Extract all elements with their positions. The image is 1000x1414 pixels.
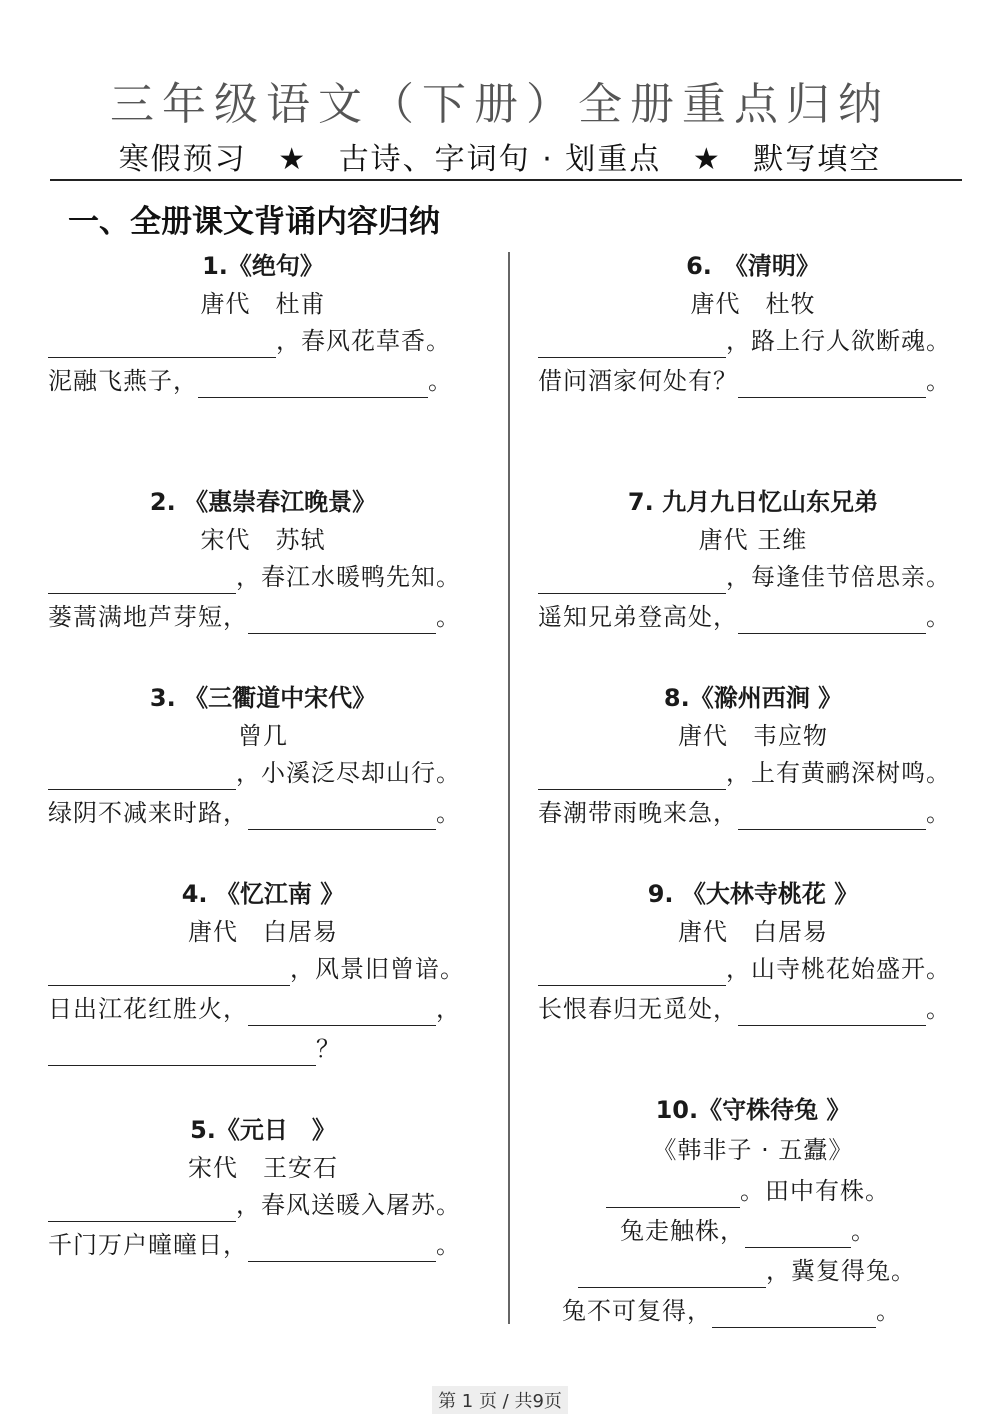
fill-blank[interactable] [538,329,726,358]
fill-blank[interactable] [248,801,436,830]
poem-text: ，小溪泛尽却山行。 [236,759,461,787]
fill-blank[interactable] [48,761,236,790]
poem-title: 6. 《清明》 [686,252,820,280]
fill-blank[interactable] [48,329,276,358]
story-title: 10.《守株待兔 》 [655,1096,851,1124]
poem-line [538,600,951,634]
poem-line [48,1228,461,1262]
page-footer [0,1386,1000,1414]
fill-blank[interactable] [48,1037,316,1066]
poem-text: 兔走触株， [620,1217,745,1245]
fill-blank[interactable] [48,957,290,986]
poem-text: ，每逢佳节倍思亲。 [726,563,951,591]
fill-blank[interactable] [48,565,236,594]
fill-blank[interactable] [745,1219,851,1248]
poem-author: 曾几 [238,722,288,750]
poem-line [538,796,951,830]
poem-text: 遥知兄弟登高处， [538,603,738,631]
poem-line [48,952,465,986]
poem-text: 绿阴不减来时路， [48,799,248,827]
poem-text: 。 [926,603,951,631]
poem-line [48,1188,461,1222]
poem-line [538,324,951,358]
poem-line [48,796,461,830]
poem-text: 。 [436,603,461,631]
column-divider [508,252,510,1324]
subtitle-part: 默写填空 [753,142,882,177]
poem-line [48,600,461,634]
poem-text: 兔不可复得， [562,1297,712,1325]
poem-text: 。 [926,995,951,1023]
fill-blank[interactable] [712,1299,876,1328]
poem-title: 5.《元日 》 [190,1116,336,1144]
poem-text: ，春风送暖入屠苏。 [236,1191,461,1219]
poem-title: 4. 《忆江南 》 [181,880,345,908]
poem-text: ，风景旧曾谙。 [290,955,465,983]
poem-text: ，路上行人欲断魂。 [726,327,951,355]
poem-line [48,992,461,1026]
poem-text: 千门万户曈曈日， [48,1231,248,1259]
poem-author: 唐代 杜牧 [690,290,816,318]
fill-blank[interactable] [538,761,726,790]
poem-text: 春潮带雨晚来急， [538,799,738,827]
poem-text: 借问酒家何处有？ [538,367,738,395]
poem-text: ？ [316,1035,341,1063]
poem-author: 唐代 杜甫 [200,290,326,318]
poem-author: 唐代 白居易 [678,918,828,946]
story-line [606,1174,890,1208]
fill-blank[interactable] [738,801,926,830]
page-subtitle [0,134,1000,178]
story-line [620,1214,876,1248]
poem-title: 2. 《惠崇春江晚景》 [149,488,377,516]
story-line [562,1294,901,1328]
poem-text: 日出江花红胜火， [48,995,248,1023]
poem-text: 。 [436,799,461,827]
poem-line [48,364,453,398]
poem-text: ，上有黄鹂深树鸣。 [726,759,951,787]
poem-title: 7. 九月九日忆山东兄弟 [627,488,879,516]
poem-text: 。 [851,1217,876,1245]
poem-title: 9. 《大林寺桃花 》 [647,880,859,908]
poem-author: 唐代 王维 [698,526,808,554]
star-icon: ★ [278,142,308,177]
story-line [578,1254,916,1288]
poem-author: 宋代 王安石 [188,1154,338,1182]
poem-line [48,1032,341,1066]
fill-blank[interactable] [738,369,926,398]
poem-line [538,364,951,398]
poem-line [538,952,951,986]
poem-line [48,560,461,594]
poem-text: 。 [876,1297,901,1325]
fill-blank[interactable] [538,565,726,594]
star-icon: ★ [692,142,722,177]
poem-line [538,560,951,594]
section-heading: 一、全册课文背诵内容归纳 [68,204,440,240]
fill-blank[interactable] [738,997,926,1026]
subtitle-part: 古诗、字词句 · 划重点 [338,142,662,177]
poem-title: 1.《绝句》 [202,252,324,280]
poem-line [538,992,951,1026]
poem-line [48,324,451,358]
poem-text: ， [436,995,461,1023]
poem-text: 。 [926,799,951,827]
fill-blank[interactable] [248,605,436,634]
poem-text: 。 [428,367,453,395]
poem-text: 。田中有株。 [740,1177,890,1205]
poem-author: 唐代 白居易 [188,918,338,946]
fill-blank[interactable] [198,369,428,398]
subtitle-part: 寒假预习 [118,142,247,177]
fill-blank[interactable] [248,997,436,1026]
poem-line [48,756,461,790]
poem-text: ，山寺桃花始盛开。 [726,955,951,983]
fill-blank[interactable] [538,957,726,986]
poem-line [538,756,951,790]
header-rule [50,179,962,181]
poem-text: 。 [436,1231,461,1259]
poem-author: 唐代 韦应物 [678,722,828,750]
fill-blank[interactable] [578,1259,766,1288]
story-source: 《韩非子 · 五蠹》 [652,1136,854,1164]
poem-text: 蒌蒿满地芦芽短， [48,603,248,631]
poem-text: ，春风花草香。 [276,327,451,355]
page-title: 三年级语文（下册）全册重点归纳 [110,79,890,130]
poem-text: 。 [926,367,951,395]
poem-title: 3. 《三衢道中宋代》 [149,684,377,712]
poem-text: 长恨春归无觅处， [538,995,738,1023]
fill-blank[interactable] [248,1233,436,1262]
fill-blank[interactable] [738,605,926,634]
poem-title: 8.《滁州西涧 》 [663,684,843,712]
poem-text: 泥融飞燕子， [48,367,198,395]
poem-author: 宋代 苏轼 [200,526,326,554]
poem-text: ，春江水暖鸭先知。 [236,563,461,591]
fill-blank[interactable] [48,1193,236,1222]
fill-blank[interactable] [606,1179,740,1208]
page-number: 第 1 页 / 共9页 [432,1386,568,1414]
poem-text: ，冀复得兔。 [766,1257,916,1285]
